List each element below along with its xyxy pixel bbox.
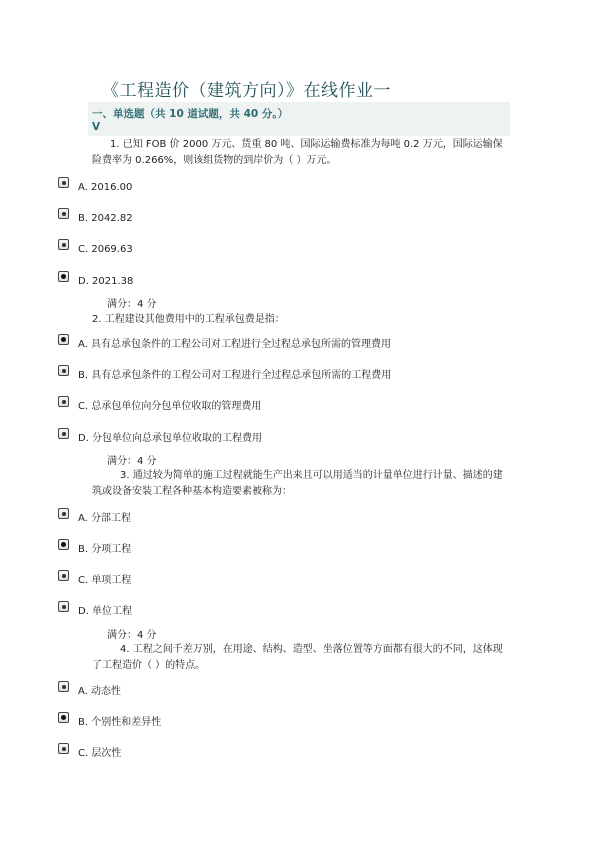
section-mark: V (92, 121, 101, 133)
option-label: B. 2042.82 (78, 213, 133, 224)
option-q2-a[interactable] (58, 337, 391, 353)
option-label: C. 层次性 (78, 748, 122, 759)
option-label: B. 分项工程 (78, 544, 132, 555)
radio-icon[interactable] (58, 539, 69, 550)
question-4-text: 4. 工程之间千差万别，在用途、结构、造型、坐落位置等方面都有很大的不同，这体现了工程造价（ ）的特点。 (92, 644, 503, 671)
option-q4-c[interactable] (58, 746, 121, 762)
option-q3-c[interactable] (58, 573, 131, 589)
radio-icon[interactable] (58, 743, 69, 754)
score-q2: 满分：4 分 (107, 456, 157, 467)
option-q1-b[interactable] (58, 211, 133, 227)
option-label: B. 个别性和差异性 (78, 717, 162, 728)
option-label: C. 总承包单位向分包单位收取的管理费用 (78, 401, 262, 412)
radio-icon[interactable] (58, 334, 69, 345)
option-q1-d[interactable] (58, 274, 133, 290)
option-q2-b[interactable] (58, 368, 391, 384)
option-q4-a[interactable] (58, 684, 121, 700)
option-label: C. 单项工程 (78, 575, 132, 586)
radio-icon[interactable] (58, 508, 69, 519)
radio-icon[interactable] (58, 365, 69, 376)
question-1-text: 1. 已知 FOB 价 2000 万元、货重 80 吨、国际运输费标准为每吨 0.2 万元，国际运输保险费率为 0.266%，则该组货物的到岸价为（ ）万元。 (92, 139, 503, 166)
score-q1: 满分：4 分 (107, 299, 157, 310)
radio-icon[interactable] (58, 239, 69, 250)
radio-icon[interactable] (58, 428, 69, 439)
option-label: D. 2021.38 (78, 276, 134, 287)
radio-icon[interactable] (58, 570, 69, 581)
score-q3: 满分：4 分 (107, 630, 157, 641)
radio-icon[interactable] (58, 396, 69, 407)
radio-icon[interactable] (58, 177, 69, 188)
option-q2-d[interactable] (58, 431, 262, 447)
option-label: D. 分包单位向总承包单位收取的工程费用 (78, 433, 263, 444)
option-q3-d[interactable] (58, 604, 132, 620)
option-q1-c[interactable] (58, 242, 133, 258)
radio-icon[interactable] (58, 681, 69, 692)
question-3-text: 3. 通过较为简单的施工过程就能生产出来且可以用适当的计量单位进行计量、描述的建筑或设备安装工程各种基本构造要素被称为： (92, 470, 503, 497)
option-label: A. 2016.00 (78, 182, 133, 193)
option-label: A. 具有总承包条件的工程公司对工程进行全过程总承包所需的管理费用 (78, 339, 392, 350)
option-label: B. 具有总承包条件的工程公司对工程进行全过程总承包所需的工程费用 (78, 370, 392, 381)
option-q1-a[interactable] (58, 180, 132, 196)
page-title: 《工程造价（建筑方向）》在线作业一 (102, 81, 391, 101)
option-q2-c[interactable] (58, 399, 261, 415)
question-2-text: 2. 工程建设其他费用中的工程承包费是指： (92, 314, 285, 325)
option-q3-a[interactable] (58, 511, 131, 527)
option-label: A. 动态性 (78, 686, 122, 697)
option-label: A. 分部工程 (78, 513, 132, 524)
section-heading: 一、单选题（共 10 道试题，共 40 分。） (92, 108, 289, 120)
radio-icon[interactable] (58, 208, 69, 219)
radio-icon[interactable] (58, 271, 69, 282)
option-label: C. 2069.63 (78, 244, 133, 255)
option-q4-b[interactable] (58, 715, 161, 731)
radio-icon[interactable] (58, 712, 69, 723)
option-label: D. 单位工程 (78, 606, 133, 617)
radio-icon[interactable] (58, 601, 69, 612)
option-q3-b[interactable] (58, 542, 131, 558)
